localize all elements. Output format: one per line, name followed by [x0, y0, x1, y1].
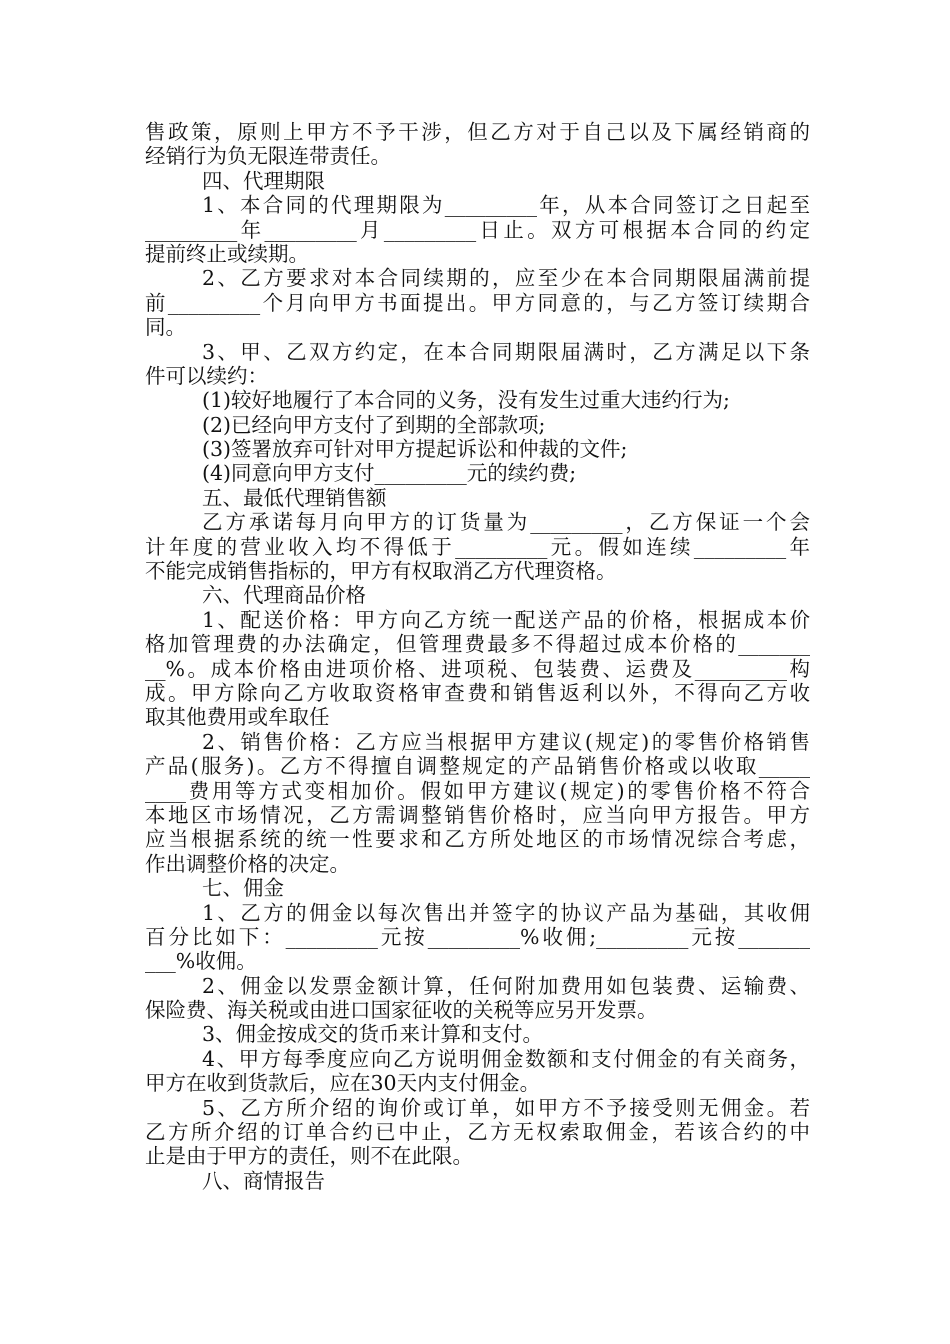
document-line: 1、配送价格：甲方向乙方统一配送产品的价格，根据成本价 [202, 607, 810, 632]
document-line: 百分比如下：_________元按_________%收佣;_________元按_______ [145, 924, 810, 949]
document-line: 产品(服务)。乙方不得擅自调整规定的产品销售价格或以收取_____ [145, 754, 810, 779]
document-line: (2)已经向甲方支付了到期的全部款项; [202, 412, 546, 437]
document-line: 六、代理商品价格 [202, 583, 366, 608]
document-line: 同。 [145, 315, 186, 340]
document-line: 作出调整价格的决定。 [145, 851, 350, 876]
document-line: 成。甲方除向乙方收取资格审查费和销售返利以外，不得向乙方收 [145, 680, 810, 705]
document-line: __%。成本价格由进项价格、进项税、包装费、运费及_________构 [145, 656, 810, 681]
document-line: 件可以续约： [145, 363, 268, 388]
document-line: 取其他费用或牟取任 [145, 705, 330, 730]
document-line: 乙方所介绍的订单合约已中止，乙方无权索取佣金，若该合约的中 [145, 1120, 810, 1145]
document-line: 甲方在收到货款后，应在30天内支付佣金。 [145, 1071, 541, 1096]
document-body [145, 120, 810, 1193]
document-line: 格加管理费的办法确定，但管理费最多不得超过成本价格的_______ [145, 632, 810, 657]
document-line: 八、商情报告 [202, 1168, 325, 1193]
document-line: 应当根据系统的统一性要求和乙方所处地区的市场情况综合考虑， [145, 827, 810, 852]
document-line: 四、代理期限 [202, 168, 325, 193]
document-line: 售政策，原则上甲方不予干涉，但乙方对于自己以及下属经销商的 [145, 120, 810, 144]
document-line: 乙方承诺每月向甲方的订货量为_________，乙方保证一个会 [202, 510, 810, 535]
document-line: 计年度的营业收入均不得低于_________元。假如连续_________年 [145, 534, 810, 559]
document-line: 1、本合同的代理期限为_________年，从本合同签订之日起至 [202, 193, 810, 218]
document-line: ___%收佣。 [145, 949, 257, 974]
document-line: (3)签署放弃可针对甲方提起诉讼和仲裁的文件; [202, 437, 628, 462]
document-line: 2、佣金以发票金额计算，任何附加费用如包装费、运输费、 [202, 973, 810, 998]
document-line: (4)同意向甲方支付_________元的续约费; [202, 461, 577, 486]
document-line: 2、销售价格：乙方应当根据甲方建议(规定)的零售价格销售 [202, 729, 810, 754]
document-line: 3、甲、乙双方约定，在本合同期限届满时，乙方满足以下条 [202, 339, 810, 364]
document-line: 五、最低代理销售额 [202, 485, 387, 510]
document-line: _________年_________月_________日止。双方可根据本合同的约定 [145, 217, 810, 242]
document-line: (1)较好地履行了本合同的义务，没有发生过重大违约行为; [202, 388, 730, 413]
document-line: 2、乙方要求对本合同续期的，应至少在本合同期限届满前提 [202, 266, 810, 291]
document-line: 4、甲方每季度应向乙方说明佣金数额和支付佣金的有关商务， [202, 1046, 810, 1071]
document-line: 3、佣金按成交的货币来计算和支付。 [202, 1022, 544, 1047]
document-line: 5、乙方所介绍的询价或订单，如甲方不予接受则无佣金。若 [202, 1095, 810, 1120]
document-line: 1、乙方的佣金以每次售出并签字的协议产品为基础，其收佣 [202, 900, 810, 925]
document-line: 止是由于甲方的责任，则不在此限。 [145, 1144, 473, 1169]
document-line: 经销行为负无限连带责任。 [145, 144, 391, 169]
document-line: 不能完成销售指标的，甲方有权取消乙方代理资格。 [145, 559, 617, 584]
document-line: 本地区市场情况，乙方需调整销售价格时，应当向甲方报告。甲方 [145, 802, 810, 827]
document-line: 保险费、海关税或由进口国家征收的关税等应另开发票。 [145, 998, 658, 1023]
document-line: ____费用等方式变相加价。假如甲方建议(规定)的零售价格不符合 [145, 778, 810, 803]
document-line: 前_________个月向甲方书面提出。甲方同意的，与乙方签订续期合 [145, 290, 810, 315]
document-line: 提前终止或续期。 [145, 241, 309, 266]
document-line: 七、佣金 [202, 876, 284, 901]
